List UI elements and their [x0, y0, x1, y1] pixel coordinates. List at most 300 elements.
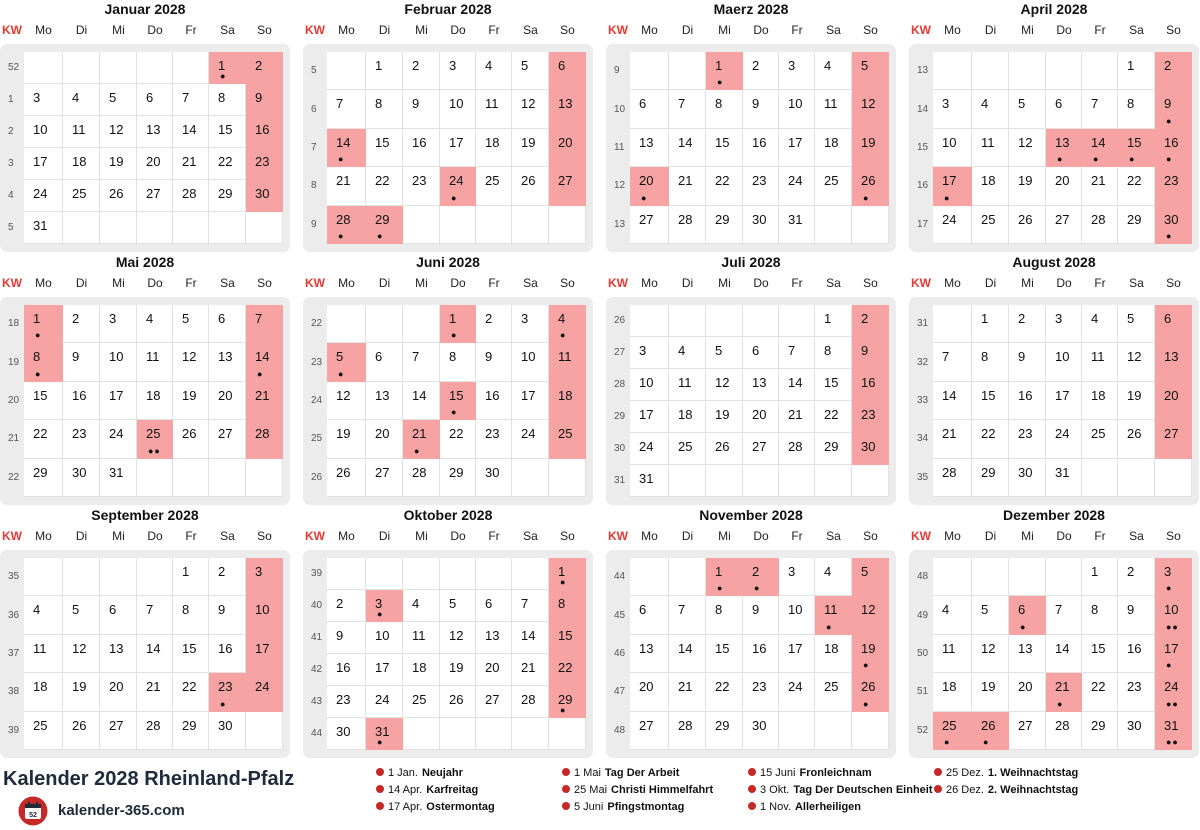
- day-cell[interactable]: [852, 558, 889, 596]
- day-cell[interactable]: [24, 148, 63, 180]
- day-cell[interactable]: [137, 84, 173, 116]
- day-cell[interactable]: [366, 686, 403, 718]
- day-cell[interactable]: [440, 382, 476, 420]
- day-cell[interactable]: [706, 90, 743, 128]
- day-cell[interactable]: [476, 90, 512, 128]
- day-cell[interactable]: [327, 382, 366, 420]
- day-cell[interactable]: [1046, 305, 1082, 343]
- day-cell[interactable]: [706, 712, 743, 750]
- day-cell[interactable]: [63, 148, 100, 180]
- day-cell[interactable]: [327, 654, 366, 686]
- day-cell[interactable]: [209, 180, 246, 212]
- day-cell[interactable]: [137, 116, 173, 148]
- day-cell[interactable]: [63, 382, 100, 420]
- day-cell[interactable]: [669, 635, 706, 673]
- day-cell[interactable]: [706, 673, 743, 711]
- day-cell[interactable]: [630, 433, 669, 465]
- day-cell[interactable]: [327, 459, 366, 497]
- day-cell[interactable]: [512, 622, 549, 654]
- day-cell[interactable]: [137, 673, 173, 711]
- day-cell[interactable]: [476, 420, 512, 458]
- day-cell[interactable]: [779, 206, 815, 244]
- day-cell[interactable]: [972, 129, 1009, 167]
- day-cell[interactable]: [669, 712, 706, 750]
- day-cell[interactable]: [100, 635, 137, 673]
- day-cell[interactable]: [743, 206, 779, 244]
- day-cell[interactable]: [512, 654, 549, 686]
- day-cell[interactable]: [440, 52, 476, 90]
- day-cell[interactable]: [706, 369, 743, 401]
- day-cell[interactable]: [512, 52, 549, 90]
- day-cell[interactable]: [440, 167, 476, 205]
- day-cell[interactable]: [1046, 673, 1082, 711]
- day-cell[interactable]: [1155, 129, 1192, 167]
- day-cell[interactable]: [933, 596, 972, 634]
- day-cell[interactable]: [1046, 90, 1082, 128]
- day-cell[interactable]: [630, 337, 669, 369]
- day-cell[interactable]: [972, 305, 1009, 343]
- day-cell[interactable]: [63, 180, 100, 212]
- day-cell[interactable]: [327, 590, 366, 622]
- day-cell[interactable]: [852, 52, 889, 90]
- day-cell[interactable]: [852, 305, 889, 337]
- day-cell[interactable]: [972, 635, 1009, 673]
- day-cell[interactable]: [100, 596, 137, 634]
- day-cell[interactable]: [1009, 673, 1046, 711]
- day-cell[interactable]: [669, 673, 706, 711]
- day-cell[interactable]: [366, 382, 403, 420]
- day-cell[interactable]: [1118, 167, 1155, 205]
- day-cell[interactable]: [403, 52, 440, 90]
- day-cell[interactable]: [933, 167, 972, 205]
- day-cell[interactable]: [1118, 343, 1155, 381]
- day-cell[interactable]: [137, 420, 173, 458]
- day-cell[interactable]: [1155, 343, 1192, 381]
- day-cell[interactable]: [246, 180, 283, 212]
- day-cell[interactable]: [743, 129, 779, 167]
- day-cell[interactable]: [743, 673, 779, 711]
- day-cell[interactable]: [1082, 420, 1118, 458]
- day-cell[interactable]: [440, 343, 476, 381]
- day-cell[interactable]: [743, 712, 779, 750]
- day-cell[interactable]: [1118, 206, 1155, 244]
- day-cell[interactable]: [476, 382, 512, 420]
- day-cell[interactable]: [852, 401, 889, 433]
- day-cell[interactable]: [246, 635, 283, 673]
- day-cell[interactable]: [63, 343, 100, 381]
- day-cell[interactable]: [512, 305, 549, 343]
- day-cell[interactable]: [815, 433, 852, 465]
- day-cell[interactable]: [440, 129, 476, 167]
- day-cell[interactable]: [1009, 167, 1046, 205]
- day-cell[interactable]: [366, 718, 403, 750]
- day-cell[interactable]: [1118, 305, 1155, 343]
- day-cell[interactable]: [669, 369, 706, 401]
- day-cell[interactable]: [743, 90, 779, 128]
- day-cell[interactable]: [1155, 206, 1192, 244]
- day-cell[interactable]: [815, 90, 852, 128]
- day-cell[interactable]: [100, 712, 137, 750]
- day-cell[interactable]: [549, 305, 586, 343]
- day-cell[interactable]: [972, 596, 1009, 634]
- day-cell[interactable]: [137, 712, 173, 750]
- day-cell[interactable]: [1009, 90, 1046, 128]
- day-cell[interactable]: [743, 558, 779, 596]
- day-cell[interactable]: [327, 420, 366, 458]
- day-cell[interactable]: [100, 420, 137, 458]
- day-cell[interactable]: [1046, 459, 1082, 497]
- day-cell[interactable]: [137, 180, 173, 212]
- day-cell[interactable]: [24, 343, 63, 381]
- day-cell[interactable]: [669, 206, 706, 244]
- day-cell[interactable]: [630, 206, 669, 244]
- day-cell[interactable]: [1009, 712, 1046, 750]
- day-cell[interactable]: [24, 116, 63, 148]
- day-cell[interactable]: [476, 686, 512, 718]
- day-cell[interactable]: [1118, 712, 1155, 750]
- day-cell[interactable]: [209, 596, 246, 634]
- day-cell[interactable]: [209, 148, 246, 180]
- day-cell[interactable]: [630, 167, 669, 205]
- day-cell[interactable]: [779, 129, 815, 167]
- day-cell[interactable]: [366, 622, 403, 654]
- day-cell[interactable]: [706, 596, 743, 634]
- day-cell[interactable]: [1082, 382, 1118, 420]
- day-cell[interactable]: [815, 673, 852, 711]
- day-cell[interactable]: [209, 673, 246, 711]
- day-cell[interactable]: [815, 558, 852, 596]
- day-cell[interactable]: [137, 305, 173, 343]
- day-cell[interactable]: [327, 167, 366, 205]
- day-cell[interactable]: [327, 622, 366, 654]
- day-cell[interactable]: [815, 369, 852, 401]
- day-cell[interactable]: [476, 590, 512, 622]
- day-cell[interactable]: [706, 52, 743, 90]
- day-cell[interactable]: [1082, 635, 1118, 673]
- day-cell[interactable]: [852, 596, 889, 634]
- day-cell[interactable]: [173, 84, 209, 116]
- day-cell[interactable]: [743, 401, 779, 433]
- day-cell[interactable]: [137, 635, 173, 673]
- day-cell[interactable]: [476, 343, 512, 381]
- day-cell[interactable]: [1155, 90, 1192, 128]
- day-cell[interactable]: [1009, 343, 1046, 381]
- day-cell[interactable]: [852, 167, 889, 205]
- day-cell[interactable]: [24, 459, 63, 497]
- day-cell[interactable]: [779, 635, 815, 673]
- day-cell[interactable]: [173, 180, 209, 212]
- day-cell[interactable]: [1082, 596, 1118, 634]
- day-cell[interactable]: [366, 52, 403, 90]
- day-cell[interactable]: [933, 206, 972, 244]
- day-cell[interactable]: [630, 465, 669, 497]
- day-cell[interactable]: [1118, 420, 1155, 458]
- day-cell[interactable]: [246, 382, 283, 420]
- day-cell[interactable]: [209, 343, 246, 381]
- day-cell[interactable]: [852, 369, 889, 401]
- day-cell[interactable]: [549, 686, 586, 718]
- day-cell[interactable]: [1046, 420, 1082, 458]
- day-cell[interactable]: [669, 129, 706, 167]
- day-cell[interactable]: [366, 90, 403, 128]
- day-cell[interactable]: [327, 129, 366, 167]
- day-cell[interactable]: [549, 382, 586, 420]
- day-cell[interactable]: [100, 305, 137, 343]
- day-cell[interactable]: [63, 420, 100, 458]
- day-cell[interactable]: [779, 673, 815, 711]
- day-cell[interactable]: [403, 459, 440, 497]
- day-cell[interactable]: [743, 167, 779, 205]
- day-cell[interactable]: [366, 654, 403, 686]
- day-cell[interactable]: [1046, 129, 1082, 167]
- day-cell[interactable]: [440, 686, 476, 718]
- day-cell[interactable]: [512, 382, 549, 420]
- day-cell[interactable]: [63, 116, 100, 148]
- day-cell[interactable]: [1082, 305, 1118, 343]
- day-cell[interactable]: [549, 558, 586, 590]
- day-cell[interactable]: [403, 590, 440, 622]
- day-cell[interactable]: [512, 343, 549, 381]
- day-cell[interactable]: [366, 343, 403, 381]
- day-cell[interactable]: [476, 622, 512, 654]
- day-cell[interactable]: [549, 129, 586, 167]
- day-cell[interactable]: [779, 401, 815, 433]
- day-cell[interactable]: [24, 712, 63, 750]
- day-cell[interactable]: [815, 401, 852, 433]
- day-cell[interactable]: [440, 305, 476, 343]
- day-cell[interactable]: [1118, 635, 1155, 673]
- day-cell[interactable]: [933, 129, 972, 167]
- day-cell[interactable]: [779, 596, 815, 634]
- day-cell[interactable]: [24, 420, 63, 458]
- day-cell[interactable]: [706, 167, 743, 205]
- day-cell[interactable]: [706, 401, 743, 433]
- day-cell[interactable]: [403, 167, 440, 205]
- day-cell[interactable]: [476, 52, 512, 90]
- day-cell[interactable]: [706, 635, 743, 673]
- day-cell[interactable]: [933, 712, 972, 750]
- day-cell[interactable]: [100, 343, 137, 381]
- day-cell[interactable]: [933, 673, 972, 711]
- day-cell[interactable]: [24, 596, 63, 634]
- day-cell[interactable]: [403, 622, 440, 654]
- day-cell[interactable]: [24, 382, 63, 420]
- day-cell[interactable]: [743, 337, 779, 369]
- day-cell[interactable]: [1082, 712, 1118, 750]
- day-cell[interactable]: [1009, 206, 1046, 244]
- day-cell[interactable]: [440, 590, 476, 622]
- day-cell[interactable]: [1155, 596, 1192, 634]
- day-cell[interactable]: [100, 459, 137, 497]
- day-cell[interactable]: [173, 596, 209, 634]
- day-cell[interactable]: [327, 686, 366, 718]
- day-cell[interactable]: [366, 420, 403, 458]
- day-cell[interactable]: [24, 212, 63, 244]
- day-cell[interactable]: [815, 129, 852, 167]
- day-cell[interactable]: [403, 90, 440, 128]
- day-cell[interactable]: [1046, 167, 1082, 205]
- day-cell[interactable]: [173, 558, 209, 596]
- day-cell[interactable]: [706, 558, 743, 596]
- day-cell[interactable]: [366, 459, 403, 497]
- day-cell[interactable]: [549, 590, 586, 622]
- day-cell[interactable]: [63, 712, 100, 750]
- day-cell[interactable]: [1009, 305, 1046, 343]
- day-cell[interactable]: [403, 382, 440, 420]
- day-cell[interactable]: [246, 343, 283, 381]
- day-cell[interactable]: [1046, 382, 1082, 420]
- day-cell[interactable]: [1046, 596, 1082, 634]
- day-cell[interactable]: [933, 343, 972, 381]
- day-cell[interactable]: [706, 337, 743, 369]
- day-cell[interactable]: [852, 673, 889, 711]
- day-cell[interactable]: [972, 382, 1009, 420]
- day-cell[interactable]: [476, 129, 512, 167]
- day-cell[interactable]: [779, 90, 815, 128]
- day-cell[interactable]: [246, 558, 283, 596]
- day-cell[interactable]: [1046, 343, 1082, 381]
- day-cell[interactable]: [100, 673, 137, 711]
- day-cell[interactable]: [706, 129, 743, 167]
- day-cell[interactable]: [1155, 167, 1192, 205]
- day-cell[interactable]: [549, 90, 586, 128]
- day-cell[interactable]: [512, 686, 549, 718]
- day-cell[interactable]: [630, 635, 669, 673]
- day-cell[interactable]: [246, 116, 283, 148]
- day-cell[interactable]: [1118, 382, 1155, 420]
- day-cell[interactable]: [403, 343, 440, 381]
- day-cell[interactable]: [815, 52, 852, 90]
- day-cell[interactable]: [1118, 673, 1155, 711]
- day-cell[interactable]: [1155, 420, 1192, 458]
- day-cell[interactable]: [1082, 673, 1118, 711]
- day-cell[interactable]: [440, 654, 476, 686]
- day-cell[interactable]: [1155, 673, 1192, 711]
- day-cell[interactable]: [972, 167, 1009, 205]
- day-cell[interactable]: [972, 206, 1009, 244]
- day-cell[interactable]: [209, 635, 246, 673]
- day-cell[interactable]: [366, 129, 403, 167]
- day-cell[interactable]: [1009, 382, 1046, 420]
- day-cell[interactable]: [403, 420, 440, 458]
- day-cell[interactable]: [1082, 206, 1118, 244]
- day-cell[interactable]: [366, 206, 403, 244]
- day-cell[interactable]: [1155, 712, 1192, 750]
- day-cell[interactable]: [173, 712, 209, 750]
- day-cell[interactable]: [173, 382, 209, 420]
- day-cell[interactable]: [137, 343, 173, 381]
- day-cell[interactable]: [549, 622, 586, 654]
- day-cell[interactable]: [669, 167, 706, 205]
- day-cell[interactable]: [24, 305, 63, 343]
- day-cell[interactable]: [209, 305, 246, 343]
- day-cell[interactable]: [743, 433, 779, 465]
- day-cell[interactable]: [209, 712, 246, 750]
- day-cell[interactable]: [63, 673, 100, 711]
- day-cell[interactable]: [246, 84, 283, 116]
- day-cell[interactable]: [852, 635, 889, 673]
- day-cell[interactable]: [779, 52, 815, 90]
- day-cell[interactable]: [403, 654, 440, 686]
- day-cell[interactable]: [63, 459, 100, 497]
- day-cell[interactable]: [933, 420, 972, 458]
- day-cell[interactable]: [1118, 129, 1155, 167]
- day-cell[interactable]: [137, 382, 173, 420]
- day-cell[interactable]: [209, 52, 246, 84]
- day-cell[interactable]: [743, 369, 779, 401]
- day-cell[interactable]: [1009, 635, 1046, 673]
- day-cell[interactable]: [100, 84, 137, 116]
- day-cell[interactable]: [137, 148, 173, 180]
- day-cell[interactable]: [549, 654, 586, 686]
- day-cell[interactable]: [630, 712, 669, 750]
- day-cell[interactable]: [1046, 206, 1082, 244]
- day-cell[interactable]: [246, 596, 283, 634]
- day-cell[interactable]: [24, 673, 63, 711]
- day-cell[interactable]: [1009, 129, 1046, 167]
- day-cell[interactable]: [669, 401, 706, 433]
- day-cell[interactable]: [327, 718, 366, 750]
- day-cell[interactable]: [440, 622, 476, 654]
- day-cell[interactable]: [933, 382, 972, 420]
- day-cell[interactable]: [209, 420, 246, 458]
- day-cell[interactable]: [815, 635, 852, 673]
- day-cell[interactable]: [246, 148, 283, 180]
- day-cell[interactable]: [246, 673, 283, 711]
- day-cell[interactable]: [512, 167, 549, 205]
- day-cell[interactable]: [1118, 52, 1155, 90]
- day-cell[interactable]: [1082, 343, 1118, 381]
- day-cell[interactable]: [706, 433, 743, 465]
- day-cell[interactable]: [24, 84, 63, 116]
- day-cell[interactable]: [100, 382, 137, 420]
- day-cell[interactable]: [630, 596, 669, 634]
- day-cell[interactable]: [743, 52, 779, 90]
- day-cell[interactable]: [669, 433, 706, 465]
- day-cell[interactable]: [209, 558, 246, 596]
- day-cell[interactable]: [476, 305, 512, 343]
- day-cell[interactable]: [512, 90, 549, 128]
- day-cell[interactable]: [173, 673, 209, 711]
- day-cell[interactable]: [246, 305, 283, 343]
- day-cell[interactable]: [366, 167, 403, 205]
- day-cell[interactable]: [630, 90, 669, 128]
- day-cell[interactable]: [327, 90, 366, 128]
- day-cell[interactable]: [1155, 558, 1192, 596]
- day-cell[interactable]: [512, 420, 549, 458]
- day-cell[interactable]: [1009, 596, 1046, 634]
- day-cell[interactable]: [476, 167, 512, 205]
- day-cell[interactable]: [100, 148, 137, 180]
- day-cell[interactable]: [933, 90, 972, 128]
- day-cell[interactable]: [669, 90, 706, 128]
- day-cell[interactable]: [512, 129, 549, 167]
- day-cell[interactable]: [246, 420, 283, 458]
- day-cell[interactable]: [1118, 90, 1155, 128]
- day-cell[interactable]: [1082, 558, 1118, 596]
- day-cell[interactable]: [209, 116, 246, 148]
- day-cell[interactable]: [779, 558, 815, 596]
- day-cell[interactable]: [815, 337, 852, 369]
- day-cell[interactable]: [972, 343, 1009, 381]
- day-cell[interactable]: [403, 129, 440, 167]
- day-cell[interactable]: [100, 180, 137, 212]
- day-cell[interactable]: [173, 420, 209, 458]
- day-cell[interactable]: [63, 635, 100, 673]
- day-cell[interactable]: [852, 90, 889, 128]
- day-cell[interactable]: [209, 84, 246, 116]
- day-cell[interactable]: [1046, 712, 1082, 750]
